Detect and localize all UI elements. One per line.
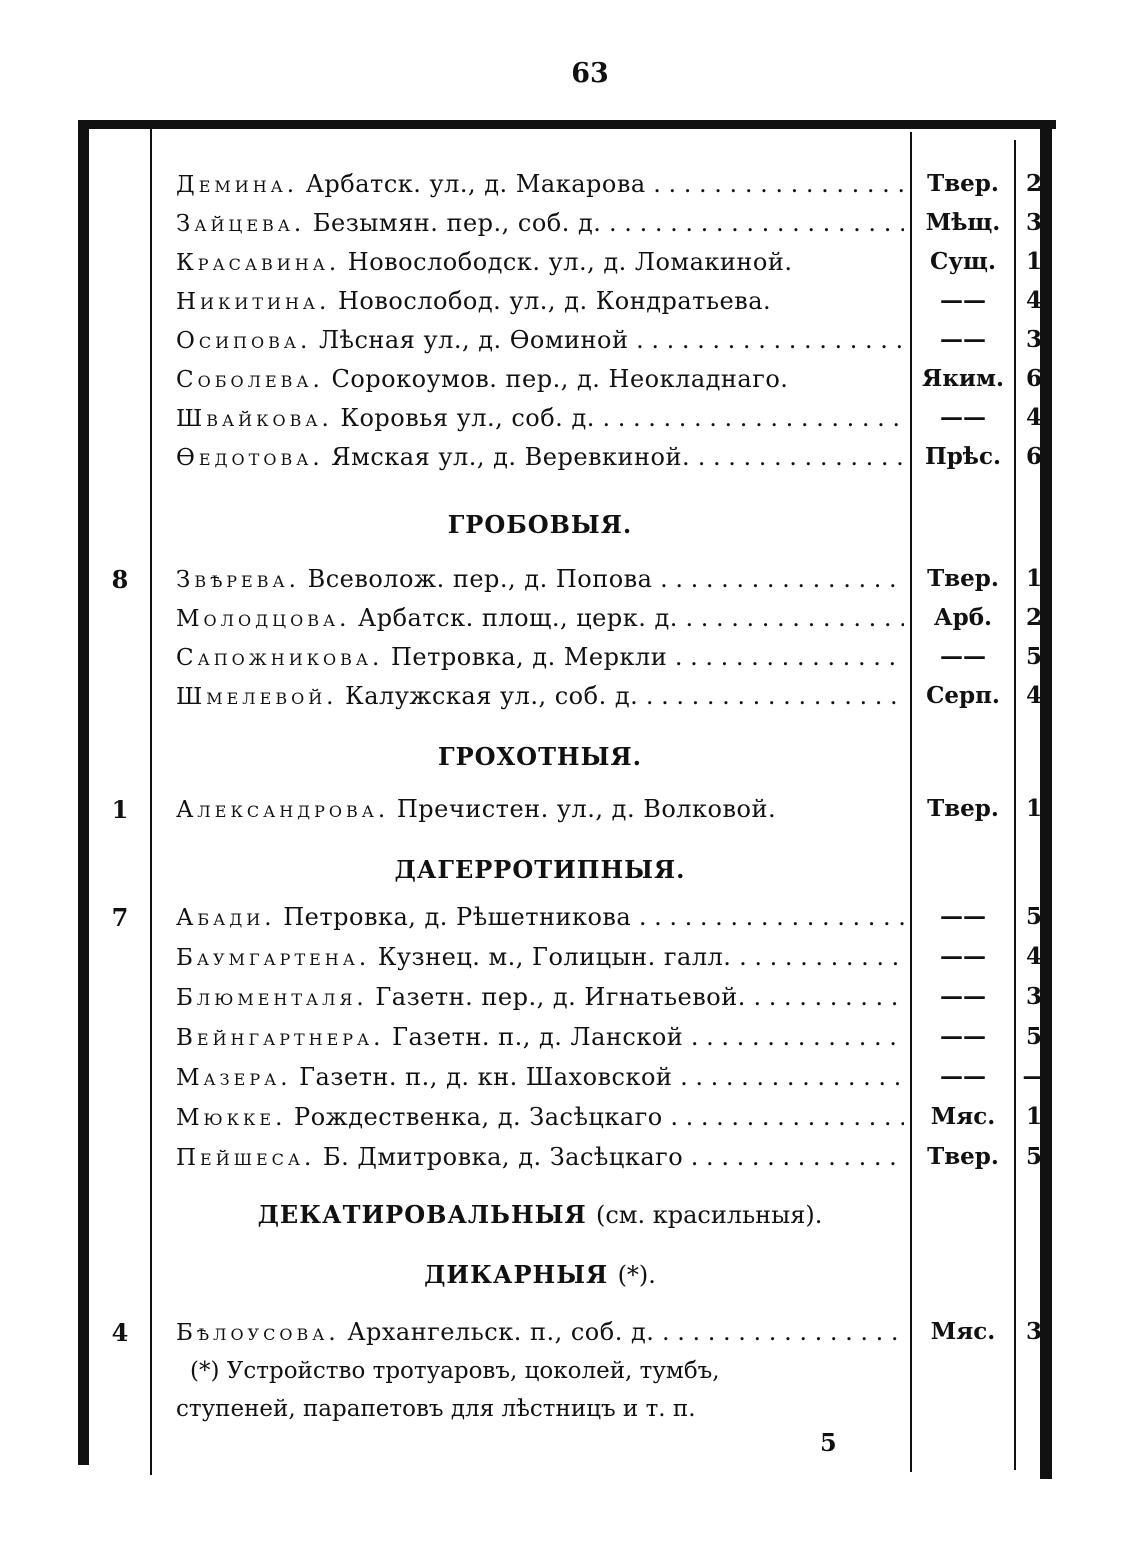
list-item (0, 1318, 1140, 1356)
proprietor-name: Абади. (176, 905, 276, 931)
proprietor-name: Демина. (176, 172, 299, 198)
address: Архангельск. п., соб. д. (347, 1318, 655, 1346)
footnote-line-2: ступеней, парапетовъ для лѣстницъ и т. п. (176, 1396, 696, 1422)
entry-text (176, 565, 904, 593)
section-heading-note: (*). (617, 1261, 656, 1289)
list-item (0, 983, 1140, 1021)
list-item (0, 1063, 1140, 1101)
address: Ямская ул., д. Веревкиной. (331, 443, 691, 471)
proprietor-name: Вейнгартнера. (176, 1025, 385, 1051)
quarter-number: 1 (1025, 565, 1042, 592)
list-item (0, 365, 1140, 403)
street-code: Прѣс. (925, 443, 1001, 470)
list-item (0, 248, 1140, 286)
list-item (0, 404, 1140, 442)
street-code: —— (940, 643, 986, 670)
address: Всеволож. пер., д. Попова (307, 565, 653, 593)
address: Арбатск. площ., церк. д. (358, 604, 678, 632)
proprietor-name: Соболева. (176, 367, 324, 393)
list-item (0, 795, 1140, 833)
page-number: 63 (571, 58, 609, 89)
list-item (0, 170, 1140, 208)
address: Петровка, д. Рѣшетникова (283, 903, 632, 931)
list-item (0, 1103, 1140, 1141)
section-heading: ДАГЕРРОТИПНЫЯ. (394, 855, 686, 884)
proprietor-name: Никитина. (176, 289, 331, 315)
proprietor-name: Александрова. (176, 797, 390, 823)
list-item (0, 604, 1140, 642)
list-item (0, 565, 1140, 603)
list-item (0, 1023, 1140, 1061)
section-count: 8 (111, 565, 129, 594)
list-item (0, 1143, 1140, 1181)
section-heading: ГРОБОВЫЯ. (447, 510, 633, 539)
address: Газетн. пер., д. Игнатьевой. (375, 983, 746, 1011)
signature-mark: 5 (820, 1428, 837, 1457)
proprietor-name: Пейшеса. (176, 1145, 316, 1171)
proprietor-name: Осипова. (176, 328, 312, 354)
proprietor-name: Блюменталя. (176, 985, 368, 1011)
entry-text (176, 209, 904, 237)
entry-text (176, 443, 904, 471)
address: Лѣсная ул., д. Ѳоминой (318, 326, 629, 354)
street-code: —— (940, 1063, 986, 1090)
entry-text (176, 248, 904, 276)
quarter-number: 2 (1025, 604, 1042, 631)
entry-text (176, 1063, 904, 1091)
proprietor-name: Мазера. (176, 1065, 292, 1091)
entry-text (176, 643, 904, 671)
section-heading-note: (см. красильныя). (596, 1201, 823, 1229)
quarter-number: 5 (1025, 903, 1042, 930)
proprietor-name: Швайкова. (176, 406, 333, 432)
list-item (0, 643, 1140, 681)
list-item (0, 903, 1140, 941)
quarter-number: 2 (1025, 170, 1042, 197)
proprietor-name: Шмелевой. (176, 684, 338, 710)
address: Калужская ул., соб. д. (345, 682, 639, 710)
street-code: Сущ. (930, 248, 996, 275)
street-code: Твер. (927, 565, 999, 592)
proprietor-name: Зайцева. (176, 211, 306, 237)
entry-text (176, 604, 904, 632)
proprietor-name: Звѣрева. (176, 567, 300, 593)
proprietor-name: Мюкке. (176, 1105, 287, 1131)
street-code: —— (940, 983, 986, 1010)
section-count: 1 (111, 795, 129, 824)
section-heading (176, 1200, 904, 1229)
proprietor-name: Ѳедотова. (176, 445, 324, 471)
quarter-number: 4 (1025, 404, 1042, 431)
proprietor-name: Бѣлоусова. (176, 1320, 340, 1346)
quarter-number: 6 (1025, 443, 1042, 470)
proprietor-name: Баумгартена. (176, 945, 371, 971)
quarter-number: 1 (1025, 795, 1042, 822)
street-code: Мѣщ. (925, 209, 1001, 236)
quarter-number: 1 (1025, 1103, 1042, 1130)
address: Рождественка, д. Засѣцкаго (294, 1103, 663, 1131)
quarter-number: 3 (1025, 326, 1042, 353)
proprietor-name: Молодцова. (176, 606, 351, 632)
section-count: 4 (111, 1318, 129, 1347)
street-code: Твер. (927, 795, 999, 822)
entry-text (176, 1023, 904, 1051)
proprietor-name: Красавина. (176, 250, 341, 276)
quarter-number: 1 (1025, 248, 1042, 275)
quarter-number: 5 (1025, 1143, 1042, 1170)
street-code: —— (940, 404, 986, 431)
address: Кузнец. м., Голицын. галл. (377, 943, 732, 971)
list-item (0, 287, 1140, 325)
entry-text (176, 287, 904, 315)
entry-text (176, 404, 904, 432)
list-item (0, 443, 1140, 481)
quarter-number: 4 (1025, 287, 1042, 314)
address: Газетн. п., д. кн. Шаховской (299, 1063, 673, 1091)
street-code: —— (940, 326, 986, 353)
list-item (0, 943, 1140, 981)
quarter-number: 3 (1025, 983, 1042, 1010)
footnote-line-1: (*) Устройство тротуаровъ, цоколей, тумбъ, (190, 1358, 720, 1384)
footnote (176, 1352, 904, 1428)
address: Б. Дмитровка, д. Засѣцкаго (322, 1143, 684, 1171)
address: Петровка, д. Меркли (391, 643, 668, 671)
quarter-number: 4 (1025, 943, 1042, 970)
entry-text (176, 170, 904, 198)
section-count: 7 (111, 903, 129, 932)
address: Пречистен. ул., д. Волковой. (396, 795, 777, 823)
street-code: Серп. (926, 682, 1000, 709)
street-code: Мяс. (930, 1103, 996, 1130)
entry-text (176, 365, 904, 393)
proprietor-name: Сапожникова. (176, 645, 384, 671)
entry-text (176, 1103, 904, 1131)
quarter-number: 5 (1025, 643, 1042, 670)
address: Безымян. пер., соб. д. (312, 209, 602, 237)
entry-text (176, 326, 904, 354)
entry-text (176, 983, 904, 1011)
quarter-number: 4 (1025, 682, 1042, 709)
quarter-number: 5 (1025, 1023, 1042, 1050)
section-heading (176, 1260, 904, 1289)
street-code: —— (940, 903, 986, 930)
street-code: —— (940, 1023, 986, 1050)
entry-text (176, 943, 904, 971)
entry-text (176, 1143, 904, 1171)
street-code: Мяс. (930, 1318, 996, 1345)
table-frame-top-rule (84, 120, 1056, 129)
street-code: Твер. (927, 1143, 999, 1170)
street-code: Твер. (927, 170, 999, 197)
address: Арбатск. ул., д. Макарова (305, 170, 646, 198)
street-code: —— (940, 943, 986, 970)
entry-text (176, 903, 904, 931)
section-heading: ГРОХОТНЫЯ. (438, 742, 642, 771)
address: Новослободск. ул., д. Ломакиной. (347, 248, 793, 276)
street-code: —— (940, 287, 986, 314)
section-heading-title: ДИКАРНЫЯ (424, 1260, 609, 1289)
quarter-number: 3 (1025, 1318, 1042, 1345)
address: Новослобод. ул., д. Кондратьева. (338, 287, 772, 315)
list-item (0, 682, 1140, 720)
address: Газетн. п., д. Ланской (392, 1023, 684, 1051)
street-code: Яким. (922, 365, 1004, 392)
quarter-number: — (1022, 1063, 1046, 1090)
entry-text (176, 1318, 904, 1346)
list-item (0, 326, 1140, 364)
quarter-number: 3 (1025, 209, 1042, 236)
address: Коровья ул., соб. д. (340, 404, 595, 432)
entry-text (176, 795, 904, 823)
address: Сорокоумов. пер., д. Неокладнаго. (331, 365, 789, 393)
section-heading-title: ДЕКАТИРОВАЛЬНЫЯ (257, 1200, 587, 1229)
quarter-number: 6 (1025, 365, 1042, 392)
list-item (0, 209, 1140, 247)
street-code: Арб. (933, 604, 993, 631)
entry-text (176, 682, 904, 710)
